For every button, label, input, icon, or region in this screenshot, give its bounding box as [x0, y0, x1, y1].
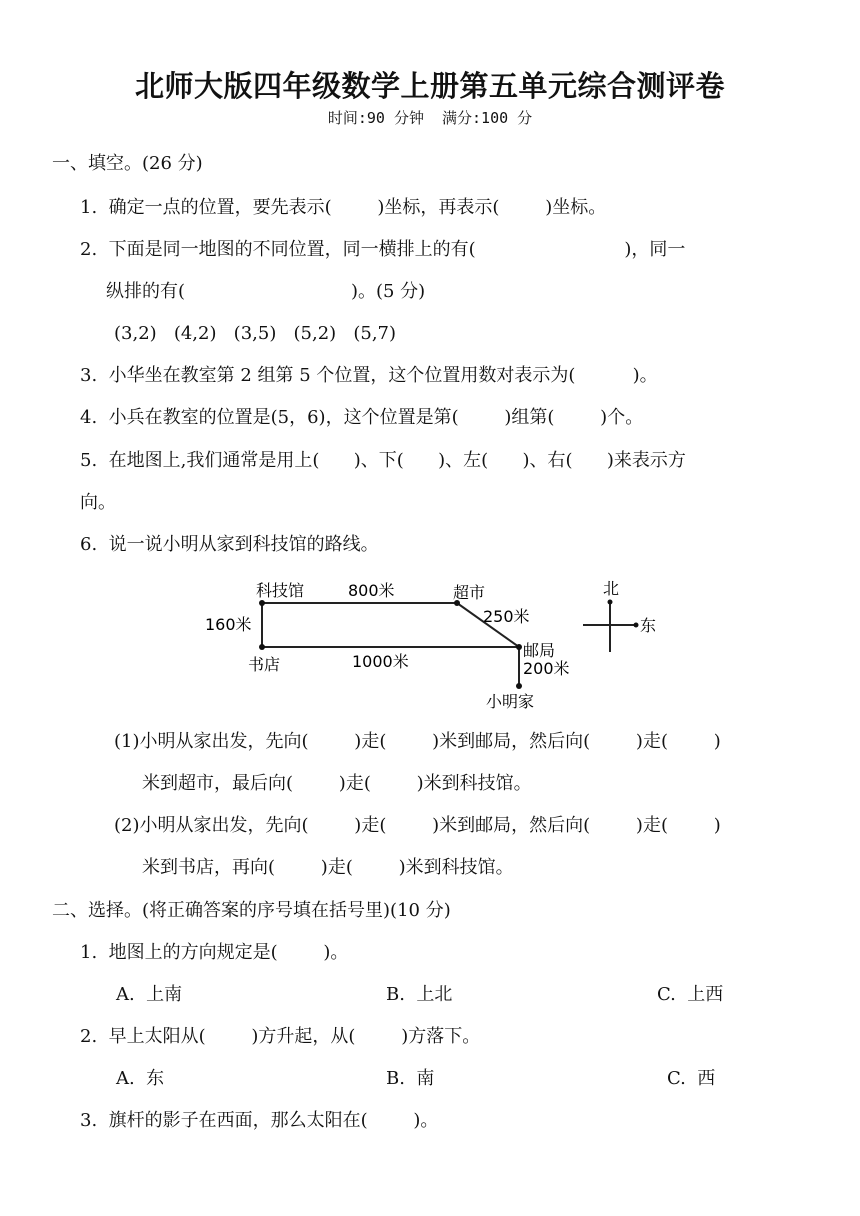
- post-office-dot: [516, 644, 522, 650]
- question-1-5-line2: 向。: [80, 492, 116, 513]
- question-2-1: 1. 地图上的方向规定是( )。: [80, 942, 349, 963]
- section-2-heading: 二、选择。(将正确答案的序号填在括号里)(10 分): [52, 900, 451, 921]
- label-distance-down: 200米: [523, 659, 570, 678]
- compass-north-dot: [608, 600, 613, 605]
- label-bookstore: 书店: [248, 655, 281, 674]
- compass-east-dot: [634, 623, 639, 628]
- page-title: 北师大版四年级数学上册第五单元综合测评卷: [134, 69, 725, 103]
- science-museum-dot: [259, 600, 265, 606]
- question-1-6-2-line2: 米到书店，再向( )走( )米到科技馆。: [142, 857, 514, 878]
- label-distance-diagonal: 250米: [483, 607, 530, 626]
- question-1-6-2-line1: (2)小明从家出发，先向( )走( )米到邮局，然后向( )走( ): [114, 815, 721, 836]
- label-post-office: 邮局: [523, 641, 556, 660]
- option-2-1-b: B. 上北: [386, 984, 453, 1005]
- label-supermarket: 超市: [453, 583, 486, 602]
- question-2-3: 3. 旗杆的影子在西面，那么太阳在( )。: [80, 1110, 439, 1131]
- label-distance-left: 160米: [205, 615, 252, 634]
- label-distance-top: 800米: [348, 581, 395, 600]
- bookstore-dot: [259, 644, 265, 650]
- question-1-4: 4. 小兵在教室的位置是(5，6)，这个位置是第( )组第( )个。: [80, 407, 644, 428]
- section-1-heading: 一、填空。(26 分): [52, 153, 203, 174]
- option-2-2-c: C. 西: [667, 1068, 716, 1089]
- question-1-6-1-line2: 米到超市，最后向( )走( )米到科技馆。: [142, 773, 532, 794]
- page-subtitle: 时间:90 分钟 满分:100 分: [327, 109, 533, 127]
- label-distance-bottom: 1000米: [352, 652, 409, 671]
- option-2-1-a: A. 上南: [116, 984, 183, 1005]
- question-1-3: 3. 小华坐在教室第 2 组第 5 个位置，这个位置用数对表示为( )。: [80, 365, 658, 386]
- label-science-museum: 科技馆: [256, 581, 305, 600]
- compass-east-label: 东: [640, 616, 657, 635]
- question-1-2-line1: 2. 下面是同一地图的不同位置，同一横排上的有( )，同一: [80, 239, 686, 260]
- question-2-2: 2. 早上太阳从( )方升起，从( )方落下。: [80, 1026, 481, 1047]
- question-1-5-line1: 5. 在地图上,我们通常是用上( )、下( )、左( )、右( )来表示方: [80, 450, 686, 471]
- question-1-1: 1. 确定一点的位置，要先表示( )坐标，再表示( )坐标。: [80, 197, 607, 218]
- compass-north-label: 北: [603, 579, 620, 598]
- option-2-1-c: C. 上西: [657, 984, 724, 1005]
- question-1-6: 6. 说一说小明从家到科技馆的路线。: [80, 534, 379, 555]
- question-1-6-1-line1: (1)小明从家出发，先向( )走( )米到邮局，然后向( )走( ): [114, 731, 721, 752]
- home-dot: [516, 683, 522, 689]
- label-home: 小明家: [486, 692, 535, 711]
- coordinate-pairs: (3,2) (4,2) (3,5) (5,2) (5,7): [114, 323, 397, 344]
- question-1-2-line2: 纵排的有( )。(5 分): [106, 281, 426, 302]
- option-2-2-a: A. 东: [116, 1068, 165, 1089]
- option-2-2-b: B. 南: [386, 1068, 435, 1089]
